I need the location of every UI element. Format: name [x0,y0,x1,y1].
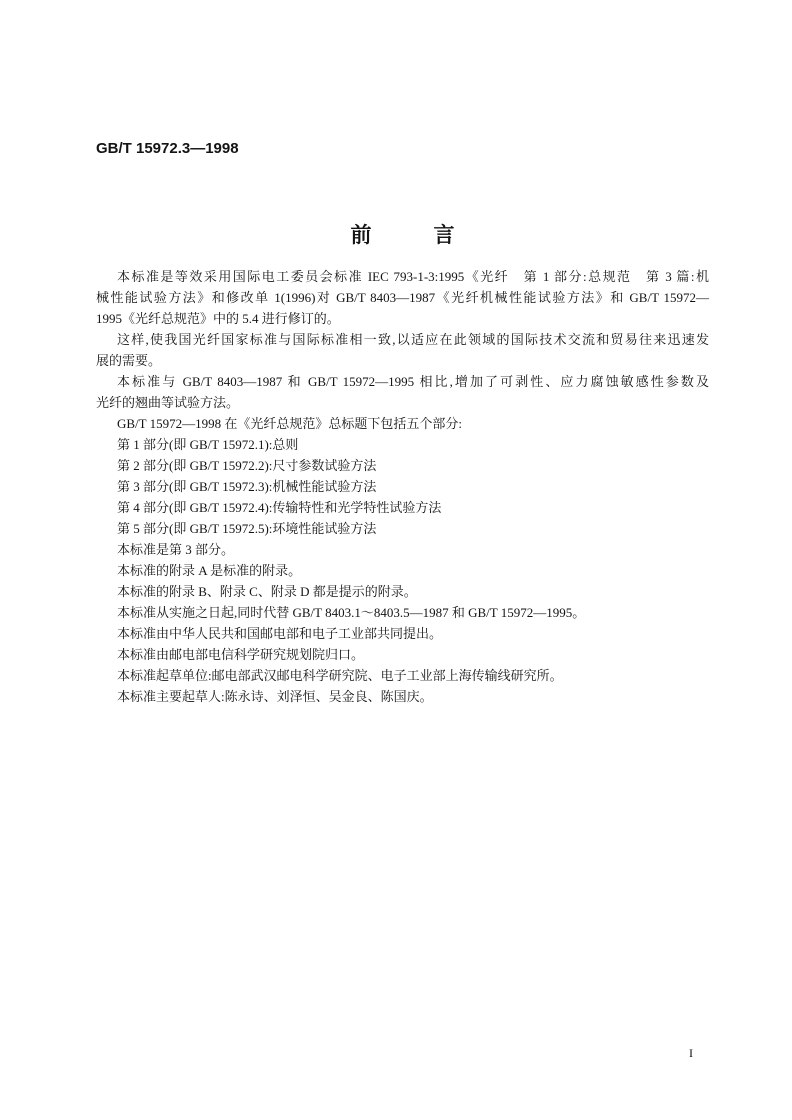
paragraph-annex-bcd [96,581,709,602]
text-line: 第 5 部分(即 GB/T 15972.5):环境性能试验方法 [117,521,377,536]
text-line: 本标准从实施之日起,同时代替 GB/T 8403.1～8403.5—1987 和 GB/T 15972—1995。 [117,605,586,620]
text-line: 本标准是第 3 部分。 [117,542,235,557]
text-line: 第 2 部分(即 GB/T 15972.2):尺寸参数试验方法 [117,458,377,473]
text-line: 第 4 部分(即 GB/T 15972.4):传输特性和光学特性试验方法 [117,500,442,515]
paragraph-replaces [96,602,709,623]
paragraph-purpose [96,329,709,371]
text-line: 本标准与 GB/T 8403—1987 和 GB/T 15972—1995 相比,增加了可剥性、应力腐蚀敏感性参数及 [117,374,709,389]
text-line: 1995《光纤总规范》中的 5.4 进行修订的。 [96,311,340,326]
paragraph-administered-by [96,644,709,665]
list-item-part-5 [96,518,709,539]
text-line: 本标准主要起草人:陈永诗、刘泽恒、吴金良、陈国庆。 [117,689,433,704]
paragraph-comparison [96,371,709,413]
text-line: 本标准由邮电部电信科学研究规划院归口。 [117,647,365,662]
text-line: 第 3 部分(即 GB/T 15972.3):机械性能试验方法 [117,479,377,494]
list-item-part-2 [96,455,709,476]
list-item-part-4 [96,497,709,518]
text-line: 械性能试验方法》和修改单 1(1996)对 GB/T 8403—1987《光纤机械性能试验方法》和 GB/T 15972— [96,290,709,305]
text-line: 本标准是等效采用国际电工委员会标准 IEC 793-1-3:1995《光纤 第 1 部分:总规范 第 3 篇:机 [117,269,709,284]
text-line: 第 1 部分(即 GB/T 15972.1):总则 [117,437,299,452]
paragraph-drafters [96,686,709,707]
text-line: GB/T 15972—1998 在《光纤总规范》总标题下包括五个部分: [117,416,462,431]
list-item-part-3 [96,476,709,497]
text-line: 光纤的翘曲等试验方法。 [96,395,240,410]
paragraph-this-part [96,539,709,560]
document-number-header: GB/T 15972.3—1998 [96,140,239,157]
text-line: 本标准的附录 A 是标准的附录。 [117,563,302,578]
text-line: 本标准起草单位:邮电部武汉邮电科学研究院、电子工业部上海传输线研究所。 [117,668,563,683]
foreword-body [96,266,709,707]
paragraph-drafting-units [96,665,709,686]
text-line: 本标准由中华人民共和国邮电部和电子工业部共同提出。 [117,626,443,641]
list-item-part-1 [96,434,709,455]
foreword-title: 前言 [350,223,517,247]
text-line: 本标准的附录 B、附录 C、附录 D 都是提示的附录。 [117,584,417,599]
text-line: 展的需要。 [96,353,162,368]
page-number: I [689,1046,693,1060]
paragraph-proposed-by [96,623,709,644]
paragraph-parts-intro [96,413,709,434]
paragraph-annex-a [96,560,709,581]
paragraph-adoption [96,266,709,329]
text-line: 这样,使我国光纤国家标准与国际标准相一致,以适应在此领域的国际技术交流和贸易往来迅速发 [117,332,709,347]
